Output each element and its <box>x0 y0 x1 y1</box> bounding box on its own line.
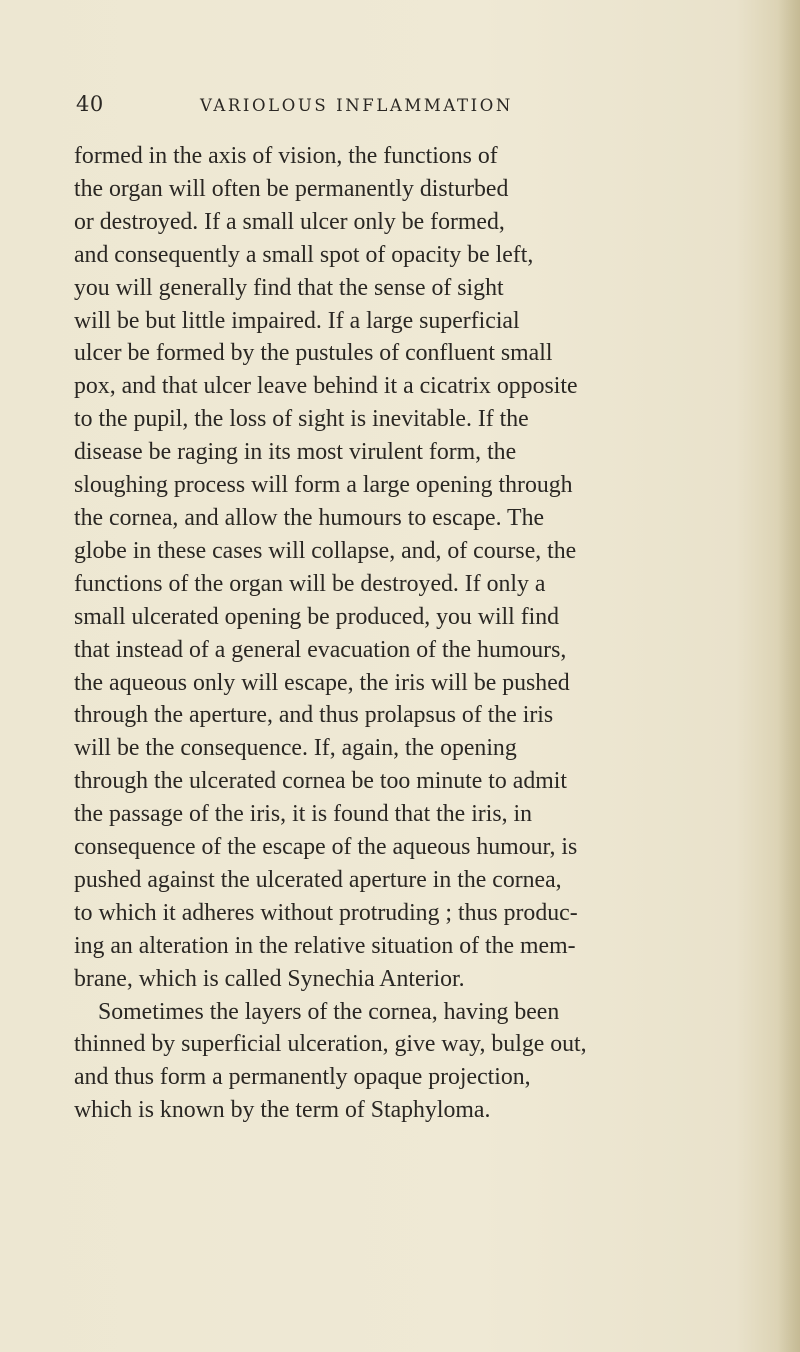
text-line: pox, and that ulcer leave behind it a cicatrix opposite <box>74 373 578 400</box>
text-line: ing an alteration in the relative situation of the mem- <box>74 932 576 959</box>
text-line: small ulcerated opening be produced, you will find <box>74 603 560 630</box>
text-line: will be but little impaired. If a large superficial <box>74 307 520 334</box>
text-line: the organ will often be permanently disturbed <box>74 175 509 202</box>
text-line: to the pupil, the loss of sight is inevitable. If the <box>74 406 529 433</box>
text-line: brane, which is called Synechia Anterior. <box>74 965 465 992</box>
text-line: formed in the axis of vision, the functions of <box>74 143 498 169</box>
text-line: thinned by superficial ulceration, give way, bulge out, <box>74 1031 587 1058</box>
page-edge-shadow <box>778 0 800 1352</box>
page-header <box>0 92 800 122</box>
text-line: through the aperture, and thus prolapsus of the iris <box>74 702 554 729</box>
text-line: or destroyed. If a small ulcer only be formed, <box>74 208 505 235</box>
text-line: and thus form a permanently opaque projection, <box>74 1064 531 1091</box>
text-line: you will generally find that the sense of sight <box>74 274 504 301</box>
text-line: and consequently a small spot of opacity be left, <box>74 241 534 268</box>
text-line: that instead of a general evacuation of the humours, <box>74 636 567 663</box>
text-line: disease be raging in its most virulent form, the <box>74 439 517 466</box>
body-text <box>74 140 732 1127</box>
text-line: functions of the organ will be destroyed. If only a <box>74 570 546 597</box>
running-head: VARIOLOUS INFLAMMATION <box>200 96 513 115</box>
text-line: which is known by the term of Staphyloma. <box>74 1097 491 1124</box>
text-line: pushed against the ulcerated aperture in the cornea, <box>74 866 562 893</box>
text-line: globe in these cases will collapse, and, of course, the <box>74 537 577 564</box>
page-number: 40 <box>76 92 104 116</box>
text-line: Sometimes the layers of the cornea, having been <box>98 998 560 1025</box>
text-line: ulcer be formed by the pustules of confluent small <box>74 340 553 367</box>
text-line: the cornea, and allow the humours to escape. The <box>74 504 545 531</box>
text-line: the aqueous only will escape, the iris will be pushed <box>74 669 570 696</box>
text-line: through the ulcerated cornea be too minute to admit <box>74 768 567 795</box>
text-line: will be the consequence. If, again, the opening <box>74 735 517 762</box>
text-line: sloughing process will form a large opening through <box>74 472 573 499</box>
text-line: consequence of the escape of the aqueous humour, is <box>74 834 578 861</box>
text-line: the passage of the iris, it is found that the iris, in <box>74 801 533 828</box>
text-line: to which it adheres without protruding ; thus produc- <box>74 899 578 926</box>
